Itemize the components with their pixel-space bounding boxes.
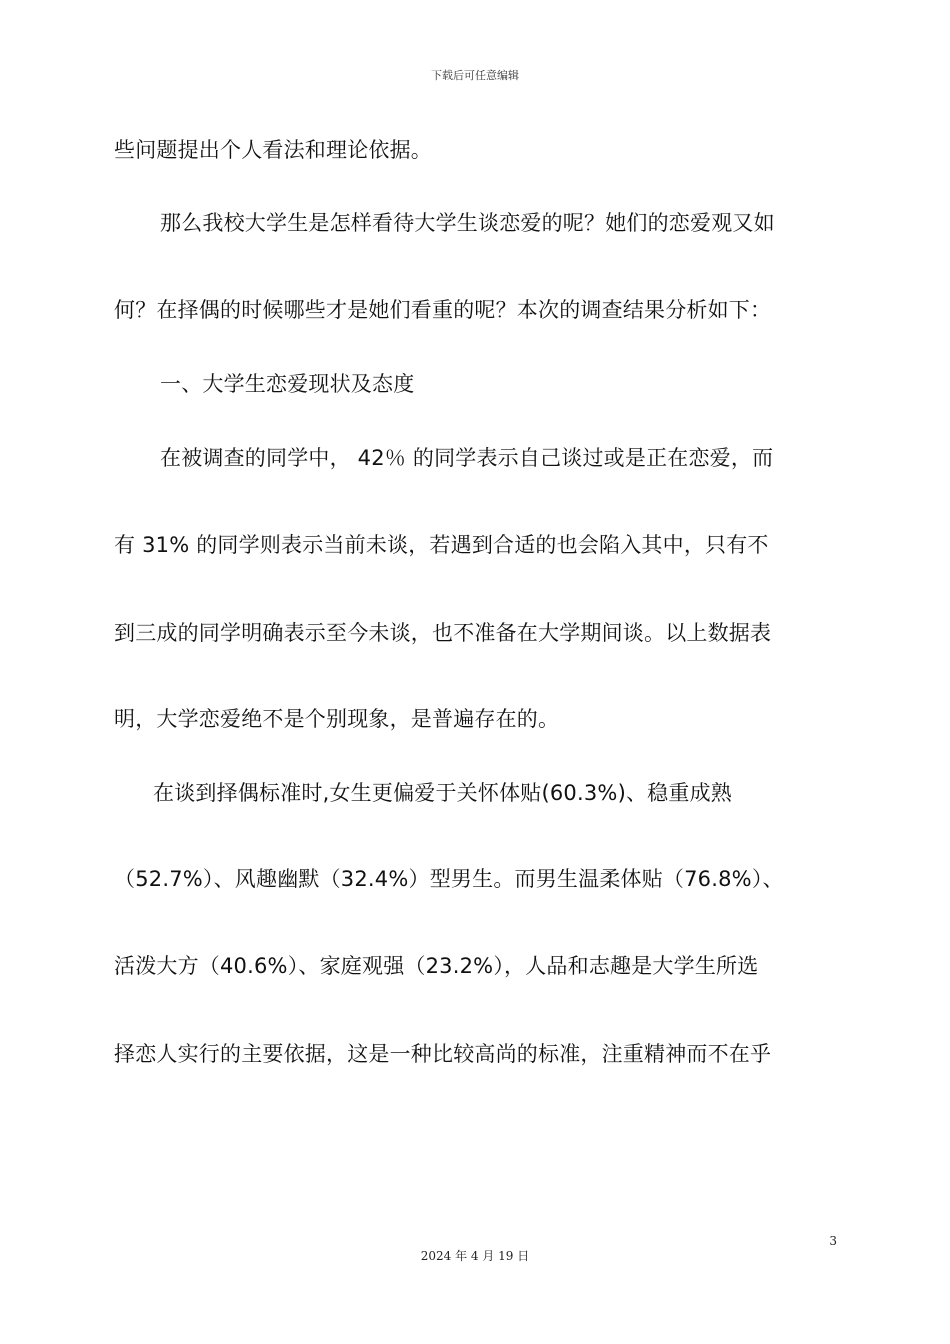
body-line-5: 在被调查的同学中， 42％ 的同学表示自己谈过或是正在恋爱，而: [160, 446, 774, 470]
section-heading: 一、大学生恋爱现状及态度: [160, 372, 415, 396]
body-line-11: 活泼大方（40.6%）、家庭观强（23.2%），人品和志趣是大学生所选: [114, 954, 759, 978]
page-header: 下载后可任意编辑: [431, 69, 519, 82]
body-line-10: （52.7%）、风趣幽默（32.4%）型男生。而男生温柔体贴（76.8%）、: [114, 867, 784, 891]
body-line-9: 在谈到择偶标准时,女生更偏爱于关怀体贴(60.3%)、稳重成熟: [153, 781, 732, 805]
body-line-8: 明，大学恋爱绝不是个别现象，是普遍存在的。: [114, 707, 560, 731]
page-number: 3: [829, 1234, 837, 1248]
body-line-6: 有 31% 的同学则表示当前未谈，若遇到合适的也会陷入其中，只有不: [114, 533, 769, 557]
body-line-1: 些问题提出个人看法和理论依据。: [114, 138, 432, 162]
body-line-3: 何？在择偶的时候哪些才是她们看重的呢？本次的调查结果分析如下：: [114, 298, 772, 322]
body-line-7: 到三成的同学明确表示至今未谈，也不准备在大学期间谈。以上数据表: [114, 621, 772, 645]
page-footer-date: 2024 年 4 月 19 日: [420, 1249, 530, 1263]
body-line-12: 择恋人实行的主要依据，这是一种比较高尚的标准，注重精神而不在乎: [114, 1042, 772, 1066]
body-line-2: 那么我校大学生是怎样看待大学生谈恋爱的呢？她们的恋爱观又如: [160, 211, 775, 235]
